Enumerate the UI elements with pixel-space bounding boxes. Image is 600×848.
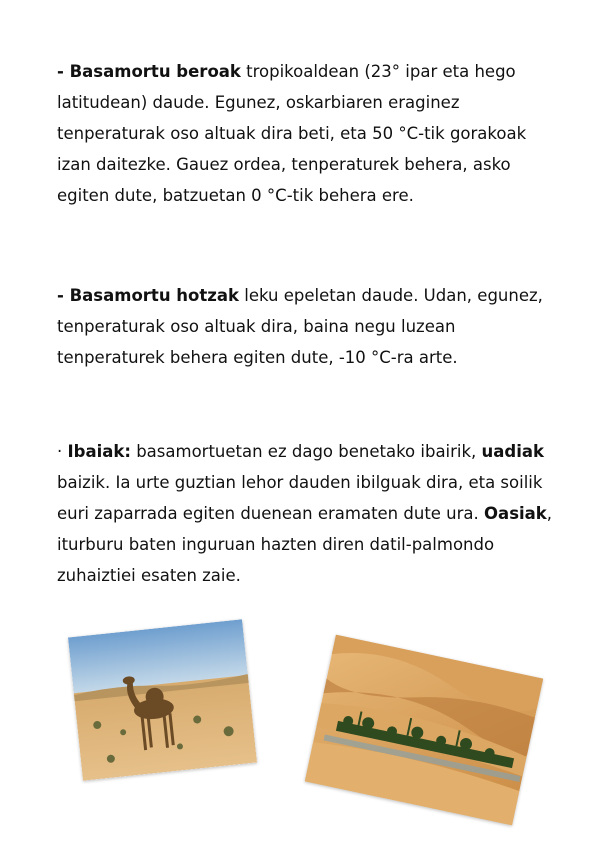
dash-prefix: - [57, 286, 70, 305]
cold-deserts-label: Basamortu hotzak [69, 286, 239, 305]
rivers-term: Ibaiak: [67, 442, 131, 461]
hot-deserts-term [57, 62, 241, 81]
paragraph-cold-deserts [57, 280, 557, 373]
camel-photo [68, 619, 257, 781]
wadis-term: uadiak [481, 442, 545, 461]
paragraph-rivers [57, 436, 557, 591]
hot-deserts-label: Basamortu beroak [69, 62, 241, 81]
dash-prefix: - [57, 62, 70, 81]
rivers-text-2: baizik. Ia urte guztian lehor dauden ibilguak dira, eta soilik euri zaparrada egiten duenean eramaten dute ura. [57, 473, 543, 523]
cold-deserts-text: leku epeletan daude. Udan, egunez, tenperaturak oso altuak dira, baina negu luzean tenperaturek behera egiten dute, -10 °C-ra arte. [57, 286, 543, 367]
camel-desert-icon [68, 619, 257, 781]
rivers-text-3: , iturburu baten inguruan hazten diren datil-palmondo zuhaiztiei esaten zaie. [57, 504, 553, 585]
oasis-dunes-icon [305, 635, 544, 826]
rivers-text-1: basamortuetan ez dago benetako ibairik, [130, 442, 482, 461]
cold-deserts-term [57, 286, 239, 305]
oases-term: Oasiak [484, 504, 547, 523]
hot-deserts-text: tropikoaldean (23° ipar eta hego latitudean) daude. Egunez, oskarbiaren eraginez tenperaturak oso altuak dira beti, eta 50 °C-tik gorakoak izan daitezke. Gauez ordea, tenperaturek behera, asko egiten dute, batzuetan 0 °C-tik behera ere. [57, 62, 527, 205]
oasis-photo [305, 635, 544, 826]
paragraph-hot-deserts [57, 56, 557, 211]
bullet-dot: · [57, 442, 68, 461]
